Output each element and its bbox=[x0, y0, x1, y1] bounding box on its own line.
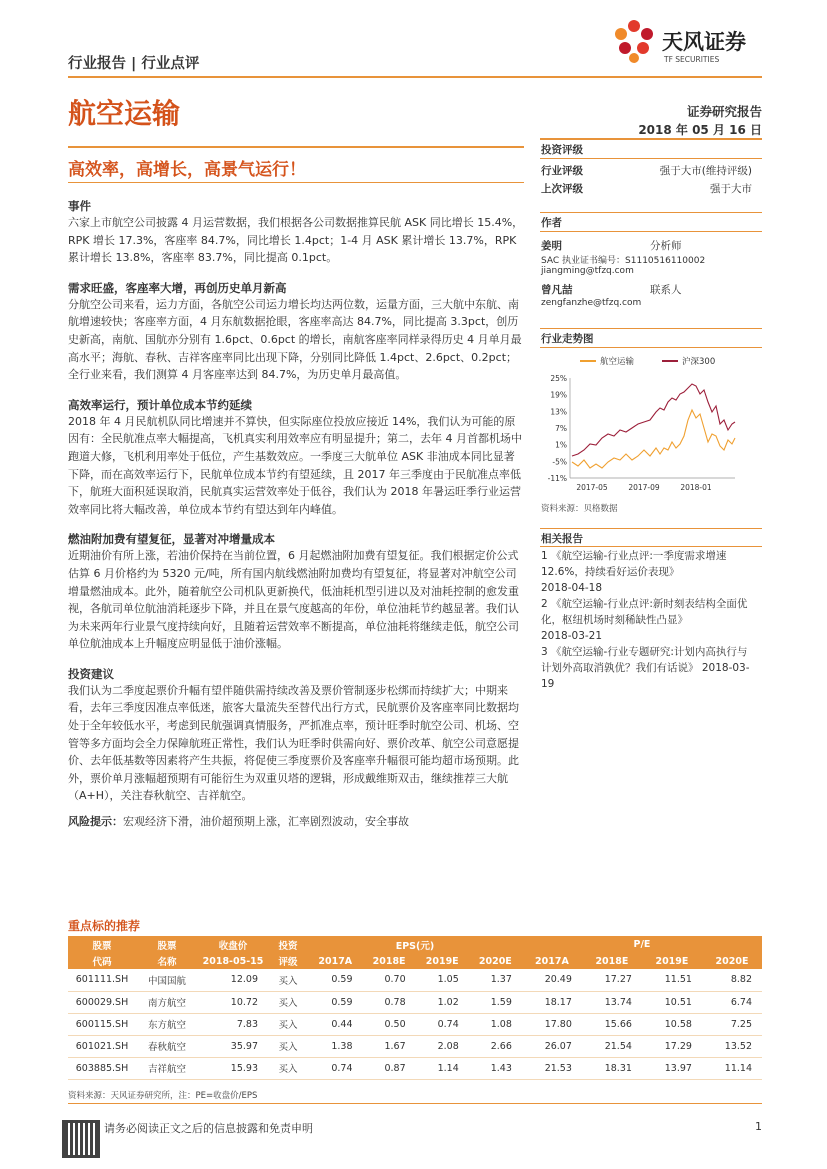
report-type: 证券研究报告 bbox=[686, 104, 762, 119]
legend-label-hs300: 沪深300 bbox=[682, 357, 716, 367]
section-heading-5: 投资建议 bbox=[68, 666, 114, 681]
y-axis bbox=[548, 374, 567, 483]
table-cell: 2.66 bbox=[490, 1040, 512, 1052]
table-cell: 0.87 bbox=[384, 1062, 406, 1074]
section-text-4: 近期油价有所上涨，若油价保持在当前位置，6 月起燃油附加费有望复征。我们根据定价公式估算 6 月价格约为 5320 元/吨，所有国内航线燃油附加费均有望复征，将显著对冲航空公司增量燃油成本。此外，随着航空公司机队更新换代，低油耗机型引进以及对油耗控制的愈发重视，各航司单位航油消耗逐步下降，并且在景气度越高的年份，单位油耗节约越显著。我们认为未来两年行业景气度持续向好，且随着运营效率不断提高，单位油耗将继续走低，航空公司单位航油成本上升幅度应明显低于油价涨幅。 bbox=[68, 549, 519, 651]
subtitle: 高效率，高增长，高景气运行！ bbox=[68, 160, 306, 180]
table-cell: 11.14 bbox=[724, 1062, 752, 1074]
table-header-cell: 2019E bbox=[655, 955, 689, 967]
report-date: 2018 年 05 月 16 日 bbox=[638, 123, 762, 137]
table-cell: 1.37 bbox=[490, 974, 512, 986]
section-text-3: 2018 年 4 月民航机队同比增速并不算快，但实际座位投放应接近 14%，我们认为可能的原因有：全民航准点率大幅提高，飞机真实利用效率应有明显提升；第二，去年 4 月首都机场中跑道大修，飞机利用率处于低位，产生基数效应。一季度三大航单位 ASK 非油成本同比显著下降，而在高效率运行下，民航单位成本节约有望延续，且 2017 年三季度由于民航准点率低下，航班大面积延误取消，民航真实运营效率处于低谷，我们认为 2018 年暑运旺季行业运营效率同比将大幅改善，单位成本节约有望达到年内峰值。 bbox=[68, 414, 522, 516]
table-cell: 21.54 bbox=[604, 1040, 632, 1052]
table-cell: 1.08 bbox=[490, 1018, 512, 1030]
table-cell: 13.97 bbox=[664, 1062, 692, 1074]
table-cell: 600029.SH bbox=[75, 996, 129, 1008]
table-cell: 0.59 bbox=[331, 974, 353, 986]
table-cell: 1.67 bbox=[384, 1040, 406, 1052]
table-cell: 17.80 bbox=[544, 1018, 572, 1030]
table-cell: 买入 bbox=[278, 1042, 298, 1053]
table-cell: 601111.SH bbox=[75, 974, 129, 986]
y-tick-label: 19% bbox=[550, 390, 567, 400]
table-cell: 13.74 bbox=[604, 996, 632, 1008]
section-text-2: 分航空公司来看，运力方面，各航空公司运力增长均达两位数，运量方面，三大航中东航、南航增速较快；客座率方面，4 月东航数据抢眼，客座率高达 84.7%，同比提高 3.3pct，创历史新高，南航、国航亦分别有 1.6pct、0.6pct 的增长，南航客座率同样录得历史 4 月单月最高水平；海航、春秋、吉祥客座率同比出现下降，分别同比降低 1.4pct、2.6pct、0.2pct；全行业来看，我们测算 4 月客座率达到 84.7%，为历史单月最高值。 bbox=[68, 297, 522, 382]
table-row bbox=[68, 1013, 762, 1035]
table-cell: 10.51 bbox=[664, 996, 692, 1008]
table-cell: 601021.SH bbox=[75, 1040, 129, 1052]
series-line-hs300 bbox=[572, 384, 735, 456]
table-cell: 1.02 bbox=[437, 996, 459, 1008]
table-cell: 21.53 bbox=[544, 1062, 572, 1074]
x-tick-3: 2018-01 bbox=[680, 483, 712, 492]
table-cell: 10.72 bbox=[230, 996, 258, 1008]
table-header-cell: 2018E bbox=[595, 955, 629, 967]
chart-source: 资料来源：贝格数据 bbox=[541, 504, 618, 514]
table-cell: 1.05 bbox=[437, 974, 459, 986]
table-cell: 1.43 bbox=[490, 1062, 512, 1074]
table-row bbox=[68, 1035, 762, 1057]
table-row bbox=[68, 1057, 762, 1079]
table-header-cell: 2017A bbox=[535, 955, 569, 967]
table-header-cell: 2018E bbox=[372, 955, 406, 967]
table-cell: 南方航空 bbox=[147, 998, 186, 1009]
table-cell: 17.29 bbox=[664, 1040, 692, 1052]
table-cell: 春秋航空 bbox=[147, 1042, 186, 1053]
section-heading-3: 高效率运行，预计单位成本节约延续 bbox=[68, 397, 252, 412]
table-cell: 600115.SH bbox=[75, 1018, 129, 1030]
table-cell: 17.27 bbox=[604, 974, 632, 986]
table-cell: 10.58 bbox=[664, 1018, 692, 1030]
table-cell: 买入 bbox=[278, 998, 298, 1009]
stocks-table: 股票 股票 收盘价 投资 EPS(元) P/E 代码 名称 2018-05-15 评级 2017A 2018E 2019E 2020E 2017A 2018E 2019E 2020E 601111.SH 中国国航 12.09 买入 0.59 0.70 1.05 1.37 20.49 17.27 11.51 8.82 600029.SH 南方航空 10.72 买入 0.59 0.78 1.02 1.59 18.17 13.74 10.51 6.74 600115.SH 东方航空 7.83 买入 0.44 0.50 0.74 1.08 17.80 15.66 10.58 7.25 601021.SH 春秋航空 35.97 买入 1.38 1.67 2.08 2.66 26.07 21.54 17.29 13.52 603885.SH 吉祥航空 15.93 买入 0.74 0.87 1.14 1.43 21.53 18.31 13.97 11.14 bbox=[68, 936, 762, 1080]
author-name-1: 姜明 bbox=[541, 240, 562, 252]
y-tick-label: -5% bbox=[552, 457, 567, 467]
table-cell: 买入 bbox=[278, 975, 298, 987]
authors-title: 作者 bbox=[541, 217, 562, 229]
table-cell: 0.74 bbox=[331, 1062, 353, 1074]
table-cell: 2.08 bbox=[437, 1040, 459, 1052]
logo-mark-icon bbox=[612, 18, 656, 64]
y-tick-label: 13% bbox=[550, 407, 567, 417]
table-cell: 0.74 bbox=[437, 1018, 459, 1030]
x-axis bbox=[576, 483, 712, 492]
risk-note: 风险提示：宏观经济下滑，油价超预期上涨，汇率剧烈波动，安全事故 bbox=[68, 815, 409, 829]
table-cell: 7.25 bbox=[730, 1018, 752, 1030]
y-tick-label: 1% bbox=[555, 440, 567, 450]
qr-code bbox=[62, 1120, 100, 1158]
footer-disclaimer[interactable]: 请务必阅读正文之后的信息披露和免责申明 bbox=[104, 1122, 313, 1135]
table-cell: 0.59 bbox=[331, 996, 353, 1008]
legend-label-airline: 航空运输 bbox=[600, 357, 635, 367]
rating-label-1: 行业评级 bbox=[541, 165, 583, 177]
x-tick-2: 2017-09 bbox=[628, 483, 660, 492]
table-cell: 15.93 bbox=[230, 1062, 258, 1074]
y-tick-label: 7% bbox=[555, 424, 567, 433]
section-heading-2: 需求旺盛，客座率大增，再创历史单月新高 bbox=[68, 280, 287, 295]
y-tick-label: 25% bbox=[550, 374, 567, 383]
table-cell: 东方航空 bbox=[147, 1020, 186, 1031]
table-cell: 1.59 bbox=[490, 996, 512, 1008]
table-header-cell: 名称 bbox=[157, 957, 177, 968]
related-item-2[interactable]: 2 《航空运输-行业点评:新时刻表结构全面优化，枢纽机场时刻稀缺性凸显》 2018-03-21 bbox=[541, 598, 748, 642]
table-cell: 0.50 bbox=[384, 1018, 406, 1030]
table-cell: 买入 bbox=[278, 1064, 298, 1075]
rating-label-2: 上次评级 bbox=[541, 183, 583, 195]
table-cell: 12.09 bbox=[230, 974, 258, 986]
table-header-cell: 2019E bbox=[425, 955, 459, 967]
author-role-2: 联系人 bbox=[650, 284, 682, 296]
table-cell: 中国国航 bbox=[147, 975, 186, 987]
table-cell: 买入 bbox=[278, 1020, 298, 1031]
rating-value-1: 强于大市(维持评级) bbox=[659, 165, 752, 177]
section-heading-1: 事件 bbox=[68, 199, 91, 213]
related-title: 相关报告 bbox=[541, 533, 583, 545]
table-cell: 吉祥航空 bbox=[147, 1064, 186, 1075]
author-name-2: 曾凡喆 bbox=[541, 284, 573, 296]
table-cell: 26.07 bbox=[544, 1040, 572, 1052]
stocks-title: 重点标的推荐 bbox=[68, 919, 141, 933]
section-text-1: 六家上市航空公司披露 4 月运营数据，我们根据各公司数据推算民航 ASK 同比增长 15.4%，RPK 增长 17.3%，客座率 84.7%，同比增长 1.4pct；1-4 月 ASK 累计增长 13.7%，RPK 累计增长 13.8%，客座率 83.7%，同比提高 0.1pct。 bbox=[68, 216, 524, 265]
x-tick-1: 2017-05 bbox=[576, 483, 608, 492]
table-cell: 11.51 bbox=[664, 974, 692, 986]
related-item-3[interactable]: 3 《航空运输-行业专题研究:计划内高执行与计划外高取消孰优？我们有话说》 2018-03-19 bbox=[541, 646, 750, 690]
table-cell: 18.17 bbox=[544, 996, 572, 1008]
table-cell: 1.38 bbox=[331, 1040, 353, 1052]
related-item-1[interactable]: 1 《航空运输-行业点评:一季度需求增速 12.6%，持续看好运价表现》 2018-04-18 bbox=[541, 550, 727, 594]
table-cell: 0.78 bbox=[384, 996, 406, 1008]
table-cell: 0.44 bbox=[331, 1018, 353, 1030]
table-cell: 6.74 bbox=[730, 996, 752, 1008]
section-heading-4: 燃油附加费有望复征，显著对冲增量成本 bbox=[68, 532, 275, 547]
table-cell: 15.66 bbox=[604, 1018, 632, 1030]
table-source: 资料来源：天风证券研究所，注：PE=收盘价/EPS bbox=[68, 1091, 258, 1101]
author-cert-1: SAC 执业证书编号：S1110516110002 bbox=[541, 256, 706, 266]
author-role-1: 分析师 bbox=[650, 240, 682, 252]
table-header-cell: 2020E bbox=[478, 955, 512, 967]
table-cell: 20.49 bbox=[544, 974, 572, 986]
table-header-cell: 代码 bbox=[92, 957, 112, 968]
table-header-cell: 评级 bbox=[278, 957, 298, 968]
table-cell: 8.82 bbox=[730, 974, 752, 986]
trend-title: 行业走势图 bbox=[541, 333, 594, 345]
table-cell: 0.70 bbox=[384, 974, 406, 986]
rating-value-2: 强于大市 bbox=[710, 183, 752, 195]
report-category: 行业报告 | 行业点评 bbox=[68, 56, 200, 72]
table-header-cell: 2020E bbox=[715, 955, 749, 967]
table-cell: 603885.SH bbox=[75, 1062, 129, 1074]
related-list bbox=[541, 548, 757, 692]
main-body bbox=[68, 198, 524, 831]
table-row bbox=[68, 991, 762, 1013]
author-email-2[interactable]: zengfanzhe@tfzq.com bbox=[541, 298, 642, 308]
table-cell: 13.52 bbox=[724, 1040, 752, 1052]
series-line-airline bbox=[572, 410, 735, 468]
table-header-cell: 2017A bbox=[318, 955, 353, 967]
brand-logo: 天风证券 TF SECURITIES bbox=[612, 18, 762, 70]
page-title: 航空运输 bbox=[68, 97, 181, 130]
table-cell: 35.97 bbox=[230, 1040, 258, 1052]
author-email-1[interactable]: jiangming@tfzq.com bbox=[541, 266, 634, 276]
trend-chart bbox=[540, 350, 762, 500]
table-cell: 18.31 bbox=[604, 1062, 632, 1074]
section-text-5: 我们认为二季度起票价升幅有望伴随供需持续改善及票价管制逐步松绑而持续扩大；中期来看，去年三季度因准点率低迷，旅客大量流失至替代出行方式，民航票价及客座率同比数据均处于全年较低水平，考虑到民航强调真情服务，严抓准点率，预计旺季时航空公司、机场、空管等多方面均会全力保障航班正常性，我们认为旺季时供需向好、票价改革、航空公司意愿提价、去年低基数等因素将产生共振，将促使三季度票价及客座率升幅很可能均超市场预期。此外，票价单月涨幅超预期有可能衍生为双重贝塔的逻辑，形成戴维斯双击，继续推荐三大航（A+H），关注春秋航空、吉祥航空。 bbox=[68, 683, 519, 803]
chart-legend bbox=[580, 356, 715, 367]
table-row bbox=[68, 969, 762, 991]
page-number: 1 bbox=[755, 1120, 762, 1133]
y-tick-label: -11% bbox=[547, 474, 567, 483]
table-header-cell: 2018-05-15 bbox=[202, 955, 264, 967]
rating-title: 投资评级 bbox=[541, 144, 583, 156]
table-cell: 7.83 bbox=[236, 1018, 258, 1030]
table-cell: 1.14 bbox=[437, 1062, 459, 1074]
